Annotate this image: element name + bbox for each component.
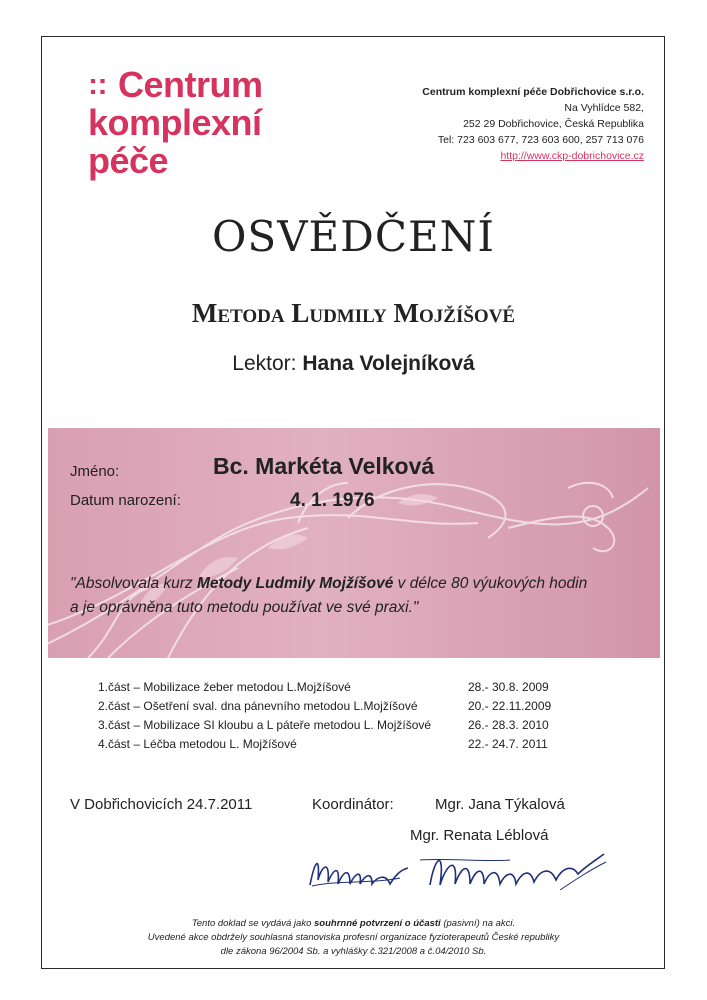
method-name: Metoda Ludmily Mojžíšové <box>191 298 516 328</box>
place-and-date: V Dobřichovicích 24.7.2011 <box>70 796 253 813</box>
lector-label: Lektor: <box>232 352 297 375</box>
course-parts-list <box>98 680 578 756</box>
part-dates: 22.- 24.7. 2011 <box>468 737 548 751</box>
website-link[interactable]: http://www.ckp-dobrichovice.cz <box>500 150 644 162</box>
company-name: Centrum komplexní péče Dobřichovice s.r.o. <box>422 86 644 98</box>
part-label: 1.část – Mobilizace žeber metodou L.Mojžíšové <box>98 680 351 694</box>
signature-1 <box>300 840 420 900</box>
part-label: 2.část – Ošetření sval. dna pánevního metodou L.Mojžíšové <box>98 699 418 713</box>
part-dates: 28.- 30.8. 2009 <box>468 680 549 694</box>
quote-part-1: "Absolvovala kurz <box>70 575 197 592</box>
list-item <box>98 699 578 718</box>
footer-line-1a: Tento doklad se vydává jako <box>191 918 315 929</box>
phone: Tel: 723 603 677, 723 603 600, 257 713 076 <box>437 134 644 146</box>
footer-line-1b: souhrnné potvrzení o účasti <box>314 918 441 929</box>
certificate-title: OSVĚDČENÍ <box>211 212 495 261</box>
footer-line-1c: (pasivní) na akci. <box>440 918 516 929</box>
part-label: 4.část – Léčba metodou L. Mojžíšové <box>98 737 297 751</box>
logo-line-2: komplexní <box>88 102 262 143</box>
logo-dots: :: <box>88 68 107 101</box>
lector-line <box>0 352 707 376</box>
list-item <box>98 680 578 699</box>
part-dates: 20.- 22.11.2009 <box>468 699 552 713</box>
logo <box>88 66 263 180</box>
list-item <box>98 718 578 737</box>
birth-date: 4. 1. 1976 <box>290 490 375 511</box>
part-label: 3.část – Mobilizace SI kloubu a L páteře metodou L. Mojžíšové <box>98 718 432 732</box>
signature-2 <box>410 840 610 900</box>
person-name: Bc. Markéta Velková <box>213 453 435 479</box>
lector-name: Hana Volejníková <box>302 352 475 375</box>
name-label: Jméno: <box>70 463 120 480</box>
footer-note <box>0 917 707 959</box>
footer-line-3: dle zákona 96/2004 Sb. a vyhlášky č.321/2008 a č.04/2010 Sb. <box>220 946 487 957</box>
quote-part-2: v délce 80 výukových hodin <box>393 575 588 592</box>
city: 252 29 Dobřichovice, Česká Republika <box>463 118 644 130</box>
list-item <box>98 737 578 756</box>
logo-line-3: péče <box>88 140 169 181</box>
certification-statement <box>70 572 650 620</box>
quote-line-2: a je oprávněna tuto metodu používat ve své praxi." <box>70 599 419 616</box>
birth-label: Datum narození: <box>70 492 181 509</box>
footer-line-2: Uvedené akce obdržely souhlasná stanoviska profesní organizace fyzioterapeutů České republiky <box>147 932 560 943</box>
coordinator-1: Mgr. Jana Týkalová <box>435 796 565 813</box>
coordinator-2: Mgr. Renata Léblová <box>410 827 549 844</box>
address-block <box>422 84 644 164</box>
part-dates: 26.- 28.3. 2010 <box>468 718 549 732</box>
coordinator-label: Koordinátor: <box>312 796 394 813</box>
street: Na Vyhlídce 582, <box>564 102 644 114</box>
quote-method: Metody Ludmily Mojžíšové <box>196 575 394 592</box>
logo-line-1: Centrum <box>118 64 263 105</box>
